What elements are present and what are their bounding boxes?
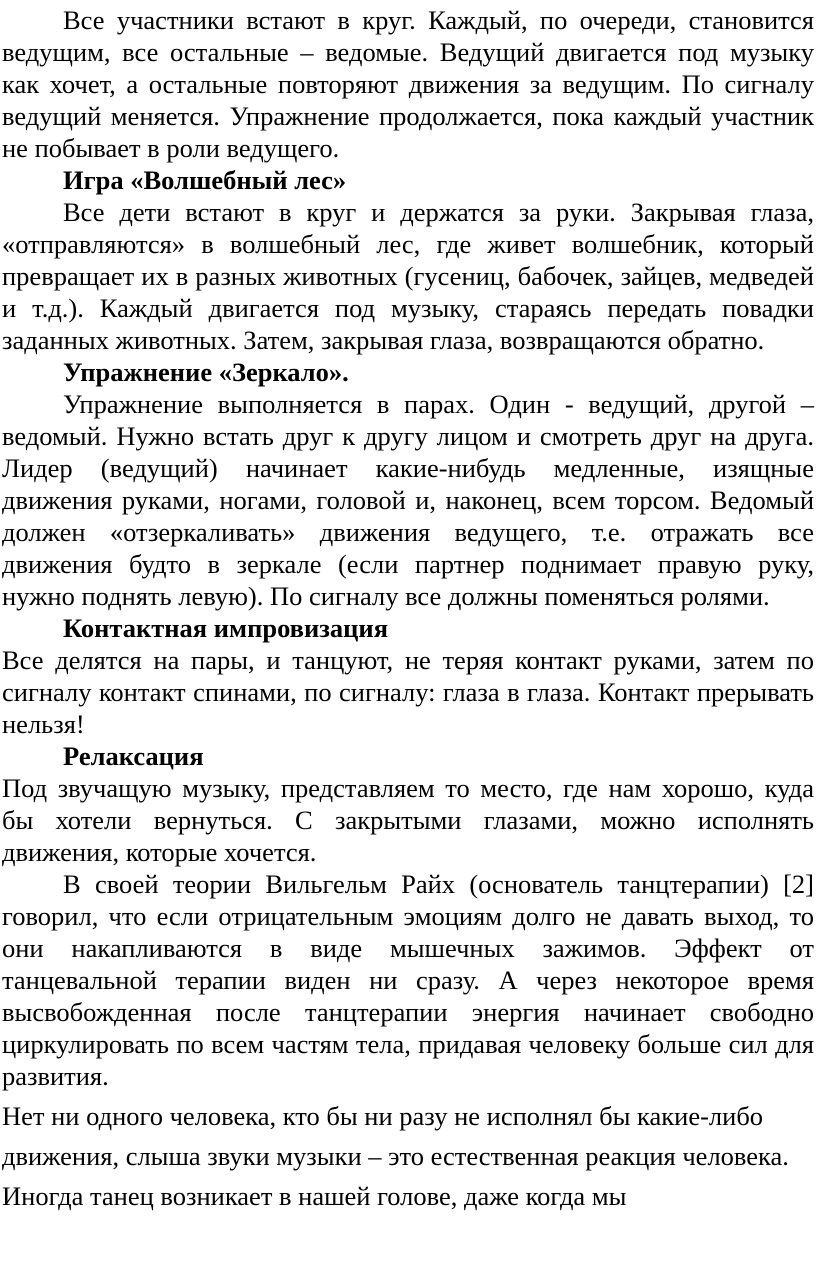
paragraph-mirror: Упражнение выполняется в парах. Один - ведущий, другой – ведомый. Нужно встать друг к другу лицом и смотреть друг на друга. Лидер (ведущий) начинает какие-нибудь медленные, изящные движения руками, ногами, головой и, наконец, всем торсом. Ведомый должен «отзеркаливать» движения ведущего, т.е. отражать все движения будто в зеркале (если партнер поднимает правую руку, нужно поднять левую). По сигналу все должны поменяться ролями. — [2, 389, 814, 611]
paragraph-magic-forest: Все дети встают в круг и держатся за руки. Закрывая глаза, «отправляются» в волшебный лес, где живет волшебник, который превращает их в разных животных (гусениц, бабочек, зайцев, медведей и т.д.). Каждый двигается под музыку, стараясь передать повадки заданных животных. Затем, закрывая глаза, возвращаются обратно. — [2, 197, 814, 355]
heading-magic-forest: Игра «Волшебный лес» — [63, 165, 347, 195]
heading-mirror: Упражнение «Зеркало». — [63, 357, 349, 387]
heading-contact-improvisation: Контактная импровизация — [63, 613, 389, 643]
paragraph-music-reaction: Нет ни одного человека, кто бы ни разу не исполнял бы какие-либо движения, слыша звуки музыки – это естественная реакция человека. Иногда танец возникает в нашей голове, даже когда мы — [2, 1101, 789, 1211]
paragraph-reich-theory: В своей теории Вильгельм Райх (основатель танцтерапии) [2] говорил, что если отрицательным эмоциям долго не давать выход, то они накапливаются в виде мышечных зажимов. Эффект от танцевальной терапии виден ни сразу. А через некоторое время высвобожденная после танцтерапии энергия начинает свободно циркулировать по всем частям тела, придавая человеку больше сил для развития. — [2, 869, 814, 1091]
heading-relaxation: Релаксация — [63, 741, 204, 771]
paragraph-contact-improvisation: Все делятся на пары, и танцуют, не теряя контакт руками, затем по сигналу контакт спинами, по сигналу: глаза в глаза. Контакт прерывать нельзя! — [2, 645, 814, 739]
paragraph-relaxation: Под звучащую музыку, представляем то место, где нам хорошо, куда бы хотели вернуться. С закрытыми глазами, можно исполнять движения, которые хочется. — [2, 773, 814, 867]
paragraph-leader-game: Все участники встают в круг. Каждый, по очереди, становится ведущим, все остальные – ведомые. Ведущий двигается под музыку как хочет, а остальные повторяют движения за ведущим. По сигналу ведущий меняется. Упражнение продолжается, пока каждый участник не побывает в роли ведущего. — [2, 5, 814, 163]
